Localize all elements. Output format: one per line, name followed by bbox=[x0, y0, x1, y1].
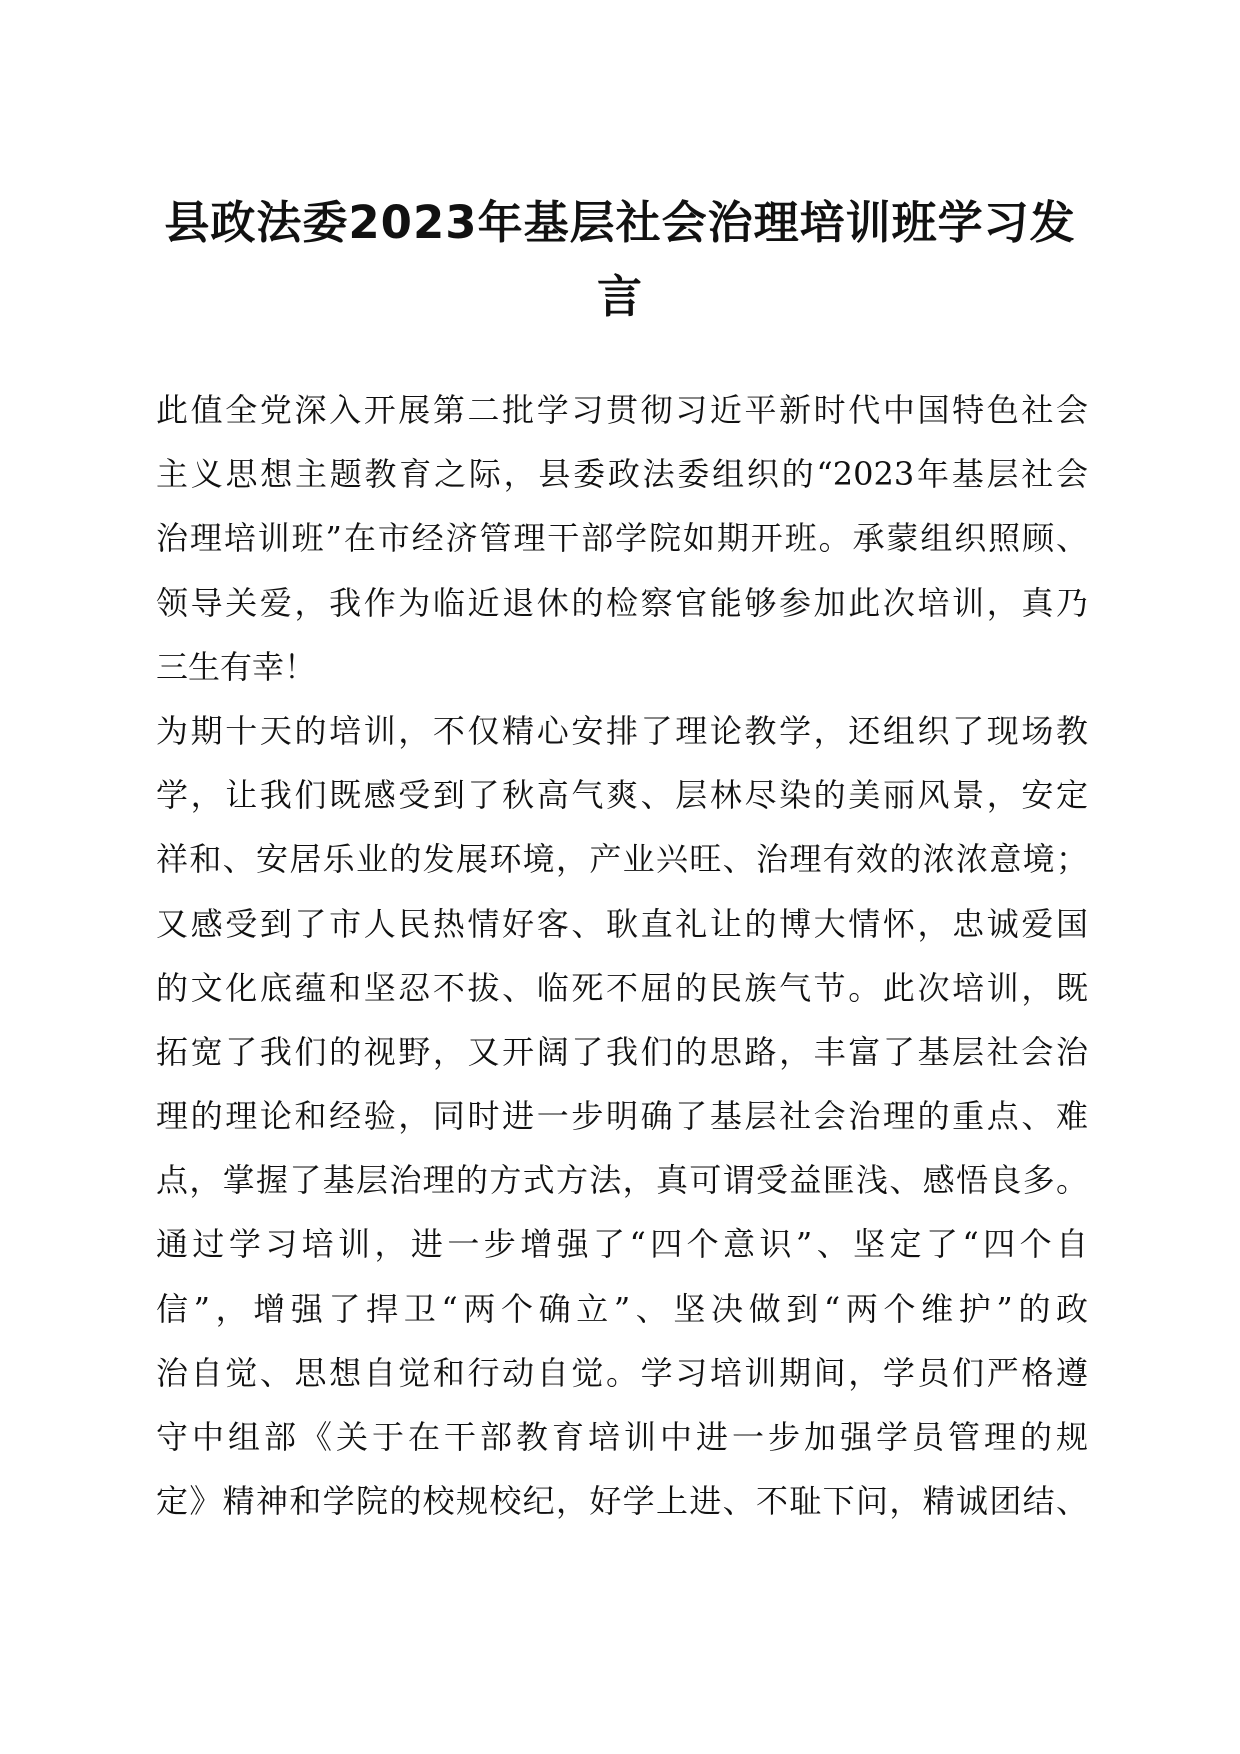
body-line: 治理培训班”在市经济管理干部学院如期开班。承蒙组织照顾、 bbox=[156, 519, 1088, 558]
body-line: 理的理论和经验，同时进一步明确了基层社会治理的重点、难 bbox=[156, 1097, 1088, 1136]
body-line: 祥和、安居乐业的发展环境，产业兴旺、治理有效的浓浓意境； bbox=[156, 840, 1088, 879]
body-line: 通过学习培训，进一步增强了“四个意识”、坚定了“四个自 bbox=[156, 1225, 1088, 1264]
body-line: 主义思想主题教育之际，县委政法委组织的“2023年基层社会 bbox=[156, 455, 1088, 494]
body-line: 定》精神和学院的校规校纪，好学上进、不耻下问，精诚团结、 bbox=[156, 1482, 1088, 1521]
title-line-2: 言 bbox=[596, 270, 643, 323]
body-line: 拓宽了我们的视野，又开阔了我们的思路，丰富了基层社会治 bbox=[156, 1032, 1088, 1071]
body-line: 此值全党深入开展第二批学习贯彻习近平新时代中国特色社会 bbox=[156, 391, 1088, 429]
body-line: 又感受到了市人民热情好客、耿直礼让的博大情怀，忠诚爱国 bbox=[156, 904, 1088, 943]
body-line: 点，掌握了基层治理的方式方法，真可谓受益匪浅、感悟良多。 bbox=[156, 1161, 1088, 1200]
body-line: 为期十天的培训，不仅精心安排了理论教学，还组织了现场教 bbox=[156, 711, 1088, 750]
body-line: 学，让我们既感受到了秋高气爽、层林尽染的美丽风景，安定 bbox=[156, 776, 1088, 815]
document-title bbox=[160, 186, 1080, 334]
body-line: 的文化底蕴和坚忍不拔、临死不屈的民族气节。此次培训，既 bbox=[156, 968, 1088, 1007]
body-line: 三生有幸！ bbox=[156, 647, 317, 686]
title-line-1: 县政法委2023年基层社会治理培训班学习发 bbox=[164, 196, 1076, 249]
body-line: 治自觉、思想自觉和行动自觉。学习培训期间，学员们严格遵 bbox=[156, 1353, 1088, 1392]
body-line: 领导关爱，我作为临近退休的检察官能够参加此次培训，真乃 bbox=[156, 583, 1088, 622]
body-line: 信”，增强了捍卫“两个确立”、坚决做到“两个维护”的政 bbox=[156, 1289, 1088, 1328]
body-line: 守中组部《关于在干部教育培训中进一步加强学员管理的规 bbox=[156, 1418, 1088, 1456]
document-body bbox=[156, 378, 1088, 1533]
